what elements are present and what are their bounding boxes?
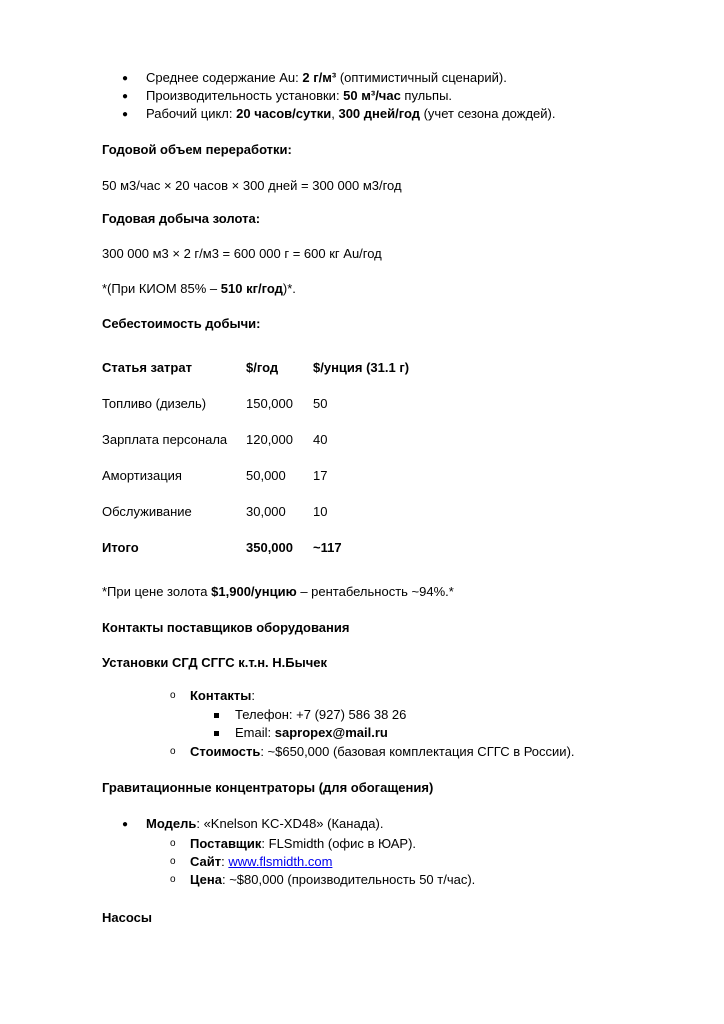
cost-col-header-per-year: $/год bbox=[246, 360, 279, 375]
profitability-note: *При цене золота $1,900/унцию – рентабельность ~94%.* bbox=[102, 584, 454, 599]
annual-gold-heading: Годовая добыча золота: bbox=[102, 211, 261, 226]
gravity-supplier: Поставщик: FLSmidth (офис в ЮАР). bbox=[190, 836, 417, 851]
table-row-item: Обслуживание bbox=[102, 504, 192, 519]
bullet-productivity: Производительность установки: 50 м³/час пульпы. bbox=[146, 88, 453, 103]
circle-bullet-icon: o bbox=[170, 838, 176, 849]
circle-bullet-icon: o bbox=[170, 874, 176, 885]
bullet-dot-icon: ● bbox=[122, 73, 129, 84]
annual-volume-formula: 50 м3/час × 20 часов × 300 дней = 300 000 м3/год bbox=[102, 178, 402, 193]
cost-col-header-per-ounce: $/унция (31.1 г) bbox=[313, 360, 410, 375]
sgd-email: Email: sapropex@mail.ru bbox=[235, 725, 388, 740]
table-row-per-year: 120,000 bbox=[246, 432, 293, 447]
table-row-per-ounce: 17 bbox=[313, 468, 328, 483]
table-row-per-year: 150,000 bbox=[246, 396, 293, 411]
gravity-heading: Гравитационные концентраторы (для обогащения) bbox=[102, 780, 434, 795]
gravity-model: Модель: «Knelson KC-XD48» (Канада). bbox=[146, 816, 384, 831]
circle-bullet-icon: o bbox=[170, 856, 176, 867]
annual-volume-heading: Годовой объем переработки: bbox=[102, 142, 292, 157]
pumps-heading: Насосы bbox=[102, 910, 152, 925]
table-row-per-ounce: 40 bbox=[313, 432, 328, 447]
circle-bullet-icon: o bbox=[170, 690, 176, 701]
square-bullet-icon bbox=[214, 731, 219, 736]
bullet-dot-icon: ● bbox=[122, 819, 129, 830]
table-total-item: Итого bbox=[102, 540, 139, 555]
suppliers-heading: Контакты поставщиков оборудования bbox=[102, 620, 350, 635]
table-row-item: Амортизация bbox=[102, 468, 182, 483]
table-row-item: Зарплата персонала bbox=[102, 432, 228, 447]
table-row-per-ounce: 50 bbox=[313, 396, 328, 411]
cost-heading: Себестоимость добычи: bbox=[102, 316, 261, 331]
sgd-cost: Стоимость: ~$650,000 (базовая комплектация СГГС в России). bbox=[190, 744, 575, 759]
table-total-per-ounce: ~117 bbox=[313, 540, 342, 555]
table-total-per-year: 350,000 bbox=[246, 540, 293, 555]
sgd-heading: Установки СГД СГГС к.т.н. Н.Бычек bbox=[102, 655, 328, 670]
cost-col-header-item: Статья затрат bbox=[102, 360, 192, 375]
table-row-per-year: 30,000 bbox=[246, 504, 286, 519]
table-row-per-year: 50,000 bbox=[246, 468, 286, 483]
annual-gold-formula: 300 000 м3 × 2 г/м3 = 600 000 г = 600 кг Au/год bbox=[102, 246, 382, 261]
bullet-dot-icon: ● bbox=[122, 91, 129, 102]
gravity-price: Цена: ~$80,000 (производительность 50 т/час). bbox=[190, 872, 476, 887]
square-bullet-icon bbox=[214, 713, 219, 718]
bullet-average-content: Среднее содержание Au: 2 г/м³ (оптимистичный сценарий). bbox=[146, 70, 507, 85]
gravity-site: Сайт: www.flsmidth.com bbox=[190, 854, 333, 869]
flsmidth-link[interactable]: www.flsmidth.com bbox=[228, 854, 333, 869]
bullet-dot-icon: ● bbox=[122, 109, 129, 120]
sgd-contacts: Контакты: bbox=[190, 688, 255, 703]
circle-bullet-icon: o bbox=[170, 746, 176, 757]
table-row-per-ounce: 10 bbox=[313, 504, 328, 519]
sgd-phone: Телефон: +7 (927) 586 38 26 bbox=[235, 707, 407, 722]
bullet-work-cycle: Рабочий цикл: 20 часов/сутки, 300 дней/год (учет сезона дождей). bbox=[146, 106, 556, 121]
table-row-item: Топливо (дизель) bbox=[102, 396, 207, 411]
annual-gold-note: *(При КИОМ 85% – 510 кг/год)*. bbox=[102, 281, 296, 296]
